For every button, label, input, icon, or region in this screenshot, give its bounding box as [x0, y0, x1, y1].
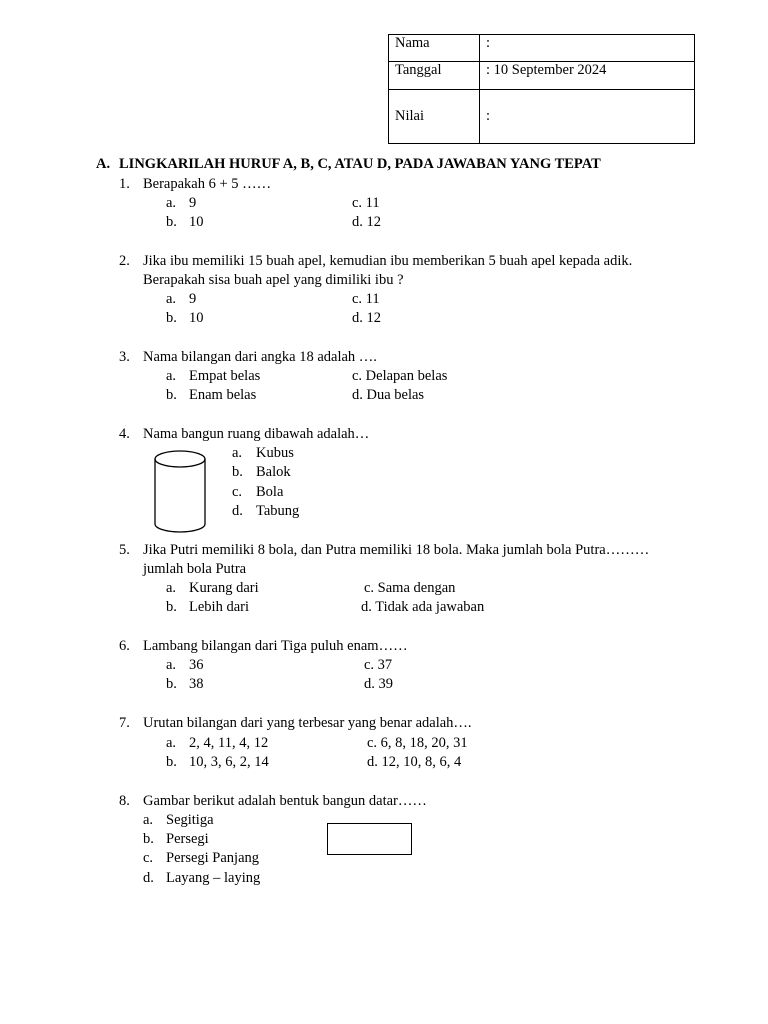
cylinder-image: [154, 450, 208, 534]
score-label: Nilai: [389, 90, 480, 144]
question-3-text: Nama bilangan dari angka 18 adalah ….: [143, 349, 377, 365]
question-7-option-a: 2, 4, 11, 4, 12: [189, 735, 269, 751]
question-1-option-d: d. 12: [352, 214, 381, 230]
question-8-option-d: Layang – laying: [166, 870, 261, 886]
question-3-option-d: d. Dua belas: [352, 387, 425, 403]
question-2-text-line2: Berapakah sisa buah apel yang dimiliki ibu ?: [143, 272, 404, 288]
option-letter: a.: [166, 657, 177, 673]
question-3-number: 3.: [119, 349, 130, 365]
question-6-option-b: 38: [189, 676, 204, 692]
question-1-text: Berapakah 6 + 5 ……: [143, 176, 272, 192]
question-8-option-b: Persegi: [166, 831, 209, 847]
option-letter: a.: [166, 368, 177, 384]
question-8-text: Gambar berikut adalah bentuk bangun datar……: [143, 793, 427, 809]
option-letter: c.: [232, 484, 243, 500]
question-7-text: Urutan bilangan dari yang terbesar yang benar adalah….: [143, 715, 472, 731]
option-letter: b.: [166, 676, 177, 692]
question-1-option-a: 9: [189, 195, 197, 211]
question-3-option-b: Enam belas: [189, 387, 257, 403]
question-6-option-d: d. 39: [364, 676, 393, 692]
option-letter: b.: [232, 464, 243, 480]
question-2-option-a: 9: [189, 291, 197, 307]
option-letter: d.: [232, 503, 243, 519]
question-1-option-c: c. 11: [352, 195, 380, 211]
question-6-number: 6.: [119, 638, 130, 654]
score-value: :: [480, 90, 695, 144]
question-3-option-c: c. Delapan belas: [352, 368, 448, 384]
option-letter: a.: [143, 812, 154, 828]
question-4-text: Nama bangun ruang dibawah adalah…: [143, 426, 370, 442]
question-6-option-c: c. 37: [364, 657, 393, 673]
option-letter: b.: [166, 214, 177, 230]
question-5-option-c: c. Sama dengan: [364, 580, 456, 596]
question-5-text-line2: jumlah bola Putra: [143, 561, 247, 577]
option-letter: a.: [232, 445, 243, 461]
question-8-option-a: Segitiga: [166, 812, 214, 828]
option-letter: d.: [143, 870, 154, 886]
option-letter: a.: [166, 195, 177, 211]
question-7-option-c: c. 6, 8, 18, 20, 31: [367, 735, 468, 751]
question-5-option-a: Kurang dari: [189, 580, 259, 596]
section-title: LINGKARILAH HURUF A, B, C, ATAU D, PADA JAWABAN YANG TEPAT: [119, 156, 601, 172]
question-4-number: 4.: [119, 426, 130, 442]
question-1-number: 1.: [119, 176, 130, 192]
question-7-number: 7.: [119, 715, 130, 731]
question-5-text: Jika Putri memiliki 8 bola, dan Putra memiliki 18 bola. Maka jumlah bola Putra………: [143, 542, 650, 558]
question-6-option-a: 36: [189, 657, 204, 673]
date-label: Tanggal: [389, 62, 480, 90]
question-7-option-b: 10, 3, 6, 2, 14: [189, 754, 269, 770]
question-8-number: 8.: [119, 793, 130, 809]
name-label: Nama: [389, 35, 480, 62]
option-letter: b.: [166, 310, 177, 326]
rectangle-image: [327, 823, 412, 855]
question-4-option-a: Kubus: [256, 445, 294, 461]
option-letter: b.: [166, 599, 177, 615]
question-1-option-b: 10: [189, 214, 204, 230]
section-letter: A.: [96, 156, 111, 172]
option-letter: c.: [143, 850, 154, 866]
name-value: :: [480, 35, 695, 62]
question-4-option-c: Bola: [256, 484, 284, 500]
question-5-option-b: Lebih dari: [189, 599, 249, 615]
option-letter: b.: [166, 754, 177, 770]
question-4-option-b: Balok: [256, 464, 291, 480]
question-4-option-d: Tabung: [256, 503, 300, 519]
question-5-option-d: d. Tidak ada jawaban: [361, 599, 485, 615]
option-letter: b.: [143, 831, 154, 847]
question-5-number: 5.: [119, 542, 130, 558]
question-6-text: Lambang bilangan dari Tiga puluh enam……: [143, 638, 408, 654]
option-letter: a.: [166, 291, 177, 307]
student-info-table: [388, 34, 695, 144]
question-2-option-c: c. 11: [352, 291, 380, 307]
option-letter: a.: [166, 580, 177, 596]
option-letter: a.: [166, 735, 177, 751]
question-8-option-c: Persegi Panjang: [166, 850, 260, 866]
question-2-text: Jika ibu memiliki 15 buah apel, kemudian ibu memberikan 5 buah apel kepada adik.: [143, 253, 633, 269]
question-2-option-d: d. 12: [352, 310, 381, 326]
question-2-option-b: 10: [189, 310, 204, 326]
question-3-option-a: Empat belas: [189, 368, 261, 384]
question-7-option-d: d. 12, 10, 8, 6, 4: [367, 754, 462, 770]
date-value: : 10 September 2024: [480, 62, 695, 90]
option-letter: b.: [166, 387, 177, 403]
question-2-number: 2.: [119, 253, 130, 269]
